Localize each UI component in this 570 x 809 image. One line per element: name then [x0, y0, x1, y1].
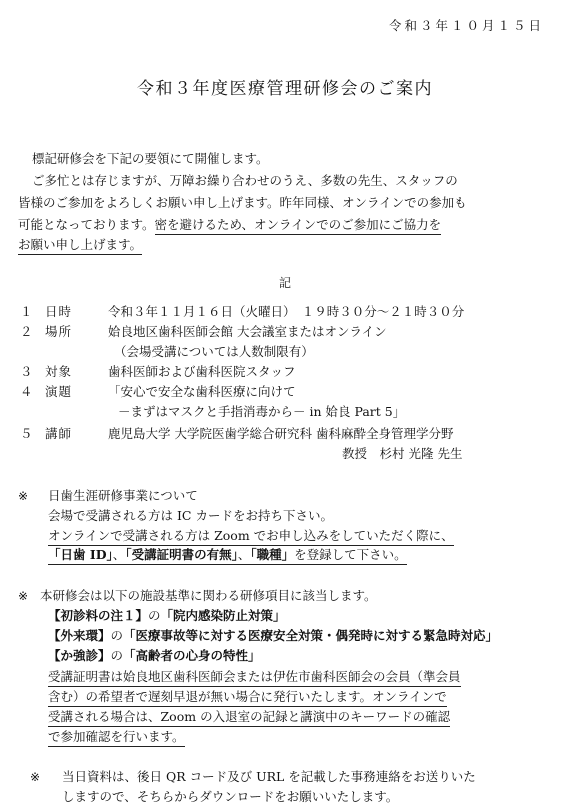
standard-topic: 「院内感染防止対策」 [160, 608, 286, 623]
note-emphasis: 「職種」 [250, 547, 295, 562]
detail-value: －まずはマスクと手指消毒から－ in 姶良 Part 5」 [118, 404, 406, 419]
note-mark: ※ [18, 589, 29, 603]
detail-value: 鹿児島大学 大学院医歯学総合研究科 歯科麻酔全身管理学分野 [108, 426, 454, 441]
detail-value: 姶良地区歯科医師会館 大会議室またはオンライン [108, 324, 387, 339]
detail-number: ２ [20, 324, 33, 339]
detail-value: 教授 杉村 光隆 先生 [342, 446, 463, 461]
note-mark: ※ [18, 489, 29, 503]
page-title: 令和３年度医療管理研修会のご案内 [137, 79, 433, 99]
note-underlined-text: 受講証明書は姶良地区歯科医師会または伊佐市歯科医師会の会員（準会員 [48, 671, 461, 687]
note-underlined-text: 受講される場合は、Zoom の入退室の記録と講演中のキーワードの確認 [48, 711, 450, 727]
intro-underlined-text: 密を避けるため、オンラインでのご参加にご協力を [155, 217, 442, 235]
note-underlined-text [48, 547, 407, 565]
standard-topic: 「医療事故等に対する医療安全対策・偶発時に対する緊急時対応」 [123, 628, 499, 643]
note-emphasis: 「日歯 ID」 [48, 547, 113, 562]
note-text: の [110, 648, 124, 663]
intro-text: 可能となっております。 [18, 217, 155, 232]
note-heading: 日歯生涯研修事業について [48, 488, 198, 503]
detail-label: 講師 [45, 426, 73, 441]
note-line: オンラインで受講される方は Zoom でお申し込みをしていただく際に、 [48, 530, 454, 546]
note-line: 当日資料は、後日 QR コード及び URL を記載した事務連絡をお送りいた [62, 769, 476, 784]
standard-category: 【初診料の注１】 [48, 608, 149, 623]
detail-value: 「安心で安全な歯科医療に向けて [108, 384, 296, 399]
note-heading: 本研修会は以下の施設基準に関わる研修項目に該当します。 [40, 588, 377, 603]
note-line: 会場で受講される方は IC カードをお持ち下さい。 [48, 508, 333, 523]
detail-label: 演題 [45, 384, 73, 399]
detail-value: 歯科医師および歯科医院スタッフ [108, 364, 296, 379]
note-text: の [148, 608, 161, 623]
note-emphasis: 「受講証明書の有無」 [125, 547, 238, 562]
detail-number: １ [20, 304, 33, 319]
note-text: を登録して下さい。 [294, 547, 407, 562]
note-mark: ※ [30, 770, 41, 784]
intro-line [18, 219, 441, 232]
intro-line [18, 239, 142, 252]
note-text: 、 [112, 547, 126, 562]
issue-date: 令和３年１０月１５日 [388, 18, 544, 33]
note-line: しますので、そちらからダウンロードをお願いいたします。 [62, 789, 399, 804]
detail-label: 場所 [45, 324, 73, 339]
intro-line: 標記研修会を下記の要領にて開催します。 [32, 151, 269, 166]
note-line [48, 549, 407, 562]
standard-item [48, 630, 498, 643]
intro-underlined-text: お願い申し上げます。 [18, 237, 142, 255]
ki-heading: 記 [278, 276, 291, 290]
note-underlined-text: で参加確認を行います。 [48, 731, 185, 747]
note-text: 、 [237, 547, 251, 562]
intro-line: 皆様のご参加をよろしくお願い申し上げます。昨年同様、オンラインでの参加も [18, 195, 467, 210]
detail-number: ５ [20, 426, 33, 441]
detail-value: 令和３年１１月１６日（火曜日） １９時３０分～２１時３０分 [108, 304, 465, 319]
standard-category: 【外来環】 [48, 628, 111, 643]
detail-label: 対象 [45, 364, 73, 379]
detail-label: 日時 [45, 304, 73, 319]
standard-item [48, 650, 261, 663]
note-text: の [110, 628, 124, 643]
detail-value: （会場受講については人数制限有） [114, 344, 314, 359]
standard-category: 【か強診】 [48, 648, 111, 663]
detail-number: ４ [20, 384, 33, 399]
detail-number: ３ [20, 364, 33, 379]
intro-line: ご多忙とは存じますが、万障お繰り合わせのうえ、多数の先生、スタッフの [32, 173, 458, 188]
standard-item [48, 610, 286, 623]
note-underlined-text: 含む）の希望者で遅刻早退が無い場合に発行いたします。オンラインで [48, 691, 447, 707]
standard-topic: 「高齢者の心身の特性」 [123, 648, 261, 663]
